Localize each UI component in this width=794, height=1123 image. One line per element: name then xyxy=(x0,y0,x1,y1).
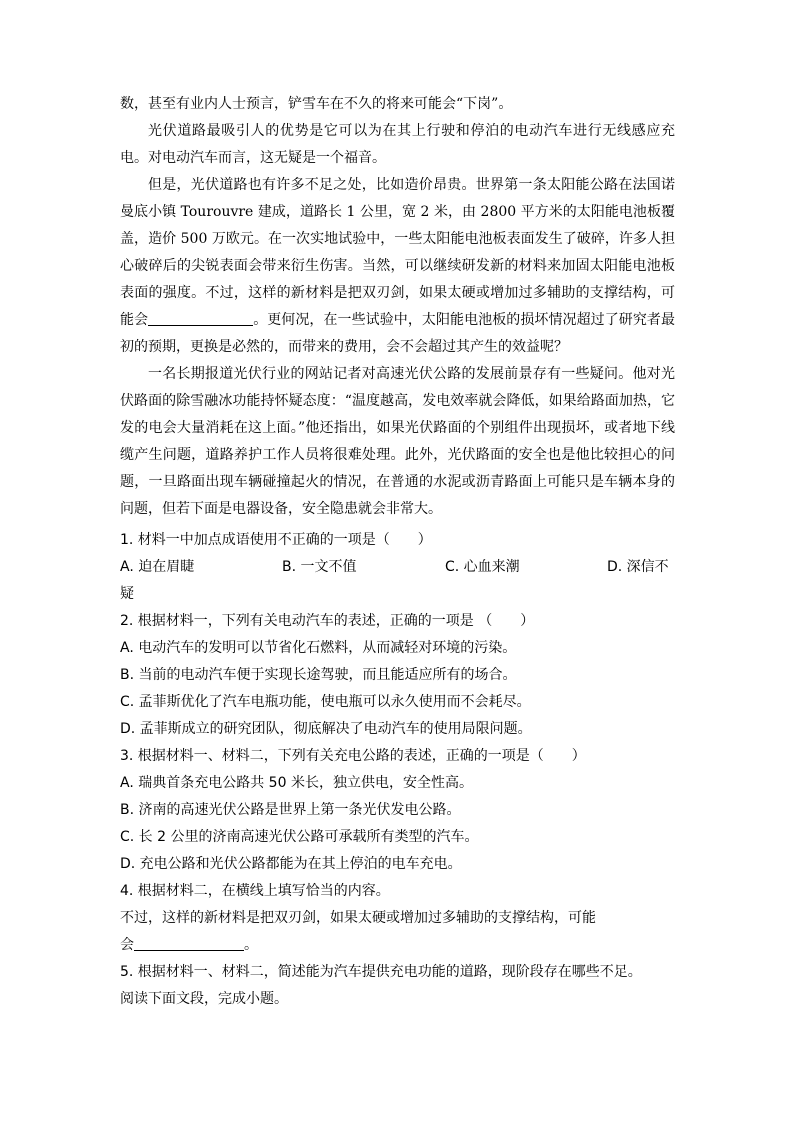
question-2: 2. 根据材料一，下列有关电动汽车的表述，正确的一项是 （ ） xyxy=(120,613,535,629)
option-c: C. 孟菲斯优化了汽车电瓶功能，使电瓶可以永久使用而不会耗尽。 xyxy=(120,694,531,710)
option-c: C. 长 2 公里的济南高速光伏公路可承载所有类型的汽车。 xyxy=(120,829,479,845)
option-a: A. 瑞典首条充电公路共 50 米长，独立供电，安全性高。 xyxy=(120,775,473,791)
question-1: 1. 材料一中加点成语使用不正确的一项是（ ） xyxy=(120,532,432,548)
passage-text: 但是，光伏道路也有许多不足之处，比如造价昂贵。世界第一条太阳能公路在法国诺曼底小镇 Tourouvre 建成，道路长 1 公里，宽 2 米，由 2800 平方米的太阳能电池板覆盖，造价 500 万欧元。在一次实地试验中，一些太阳能电池板表面发生了破碎，许多人担心破碎后的尖锐表面会带来衍生伤害。当然，可以继续研发新的材料来加固太阳能电池板表面的强度。不过，这样的新材料是把双刃剑，如果太硬或增加过多辅助的支撑结构，可能会 xyxy=(120,177,675,328)
question-4-sentence: 不过，这样的新材料是把双刃剑，如果太硬或增加过多辅助的支撑结构，可能 xyxy=(120,910,596,926)
option-d: D. 充电公路和光伏公路都能为在其上停泊的电车充电。 xyxy=(120,856,462,872)
fill-in-blank[interactable] xyxy=(134,936,244,951)
passage-paragraph: 数，甚至有业内人士预言，铲雪车在不久的将来可能会“下岗”。 xyxy=(120,96,513,112)
question-3: 3. 根据材料一、材料二，下列有关充电公路的表述，正确的一项是（ ） xyxy=(120,748,586,764)
answer-suffix: 。 xyxy=(244,937,258,953)
option-d: D. 孟菲斯成立的研究团队，彻底解决了电动汽车的使用局限问题。 xyxy=(120,721,532,737)
option-a: A. 电动汽车的发明可以节省化石燃料，从而减轻对环境的污染。 xyxy=(120,640,517,656)
reading-passage xyxy=(120,91,675,523)
option-c: C. 心血来潮 xyxy=(445,559,520,575)
passage-paragraph: 一名长期报道光伏行业的网站记者对高速光伏公路的发展前景存有一些疑问。他对光伏路面的除雪融冰功能持怀疑态度：“温度越高，发电效率就会降低，如果给路面加热，它发的电会大量消耗在这上面。”他还指出，如果光伏路面的个别组件出现损坏，或者地下线缆产生问题，道路养护工作人员将很难处理。此外，光伏路面的安全也是他比较担心的问题，一旦路面出现车辆碰撞起火的情况，在普通的水泥或沥青路面上可能只是车辆本身的问题，但若下面是电器设备，安全隐患就会非常大。 xyxy=(120,366,675,517)
option-d-wrap: 疑 xyxy=(120,586,134,602)
option-a: A. 迫在眉睫 xyxy=(120,559,195,575)
question-list xyxy=(120,527,675,1013)
passage-text: 。更何况，在一些试验中，太阳能电池板的损坏情况超过了研究者最初的预期，更换是必然的，而带来的费用，会不会超过其产生的效益呢？ xyxy=(120,312,675,355)
option-b: B. 当前的电动汽车便于实现长途驾驶，而且能适应所有的场合。 xyxy=(120,667,517,683)
option-d: D. 深信不 xyxy=(607,559,669,575)
fill-in-blank xyxy=(148,311,253,326)
passage-paragraph xyxy=(120,172,675,361)
question-4-answer-line xyxy=(120,932,675,959)
question-5: 5. 根据材料一、材料二，简述能为汽车提供充电功能的道路，现阶段存在哪些不足。 xyxy=(120,964,642,980)
passage-paragraph: 光伏道路最吸引人的优势是它可以为在其上行驶和停泊的电动汽车进行无线感应充电。对电动汽车而言，这无疑是一个福音。 xyxy=(120,123,675,166)
question-4: 4. 根据材料二，在横线上填写恰当的内容。 xyxy=(120,883,390,899)
option-b: B. 一文不值 xyxy=(282,559,357,575)
question-1-options xyxy=(120,554,675,581)
section-instruction: 阅读下面文段，完成小题。 xyxy=(120,991,288,1007)
answer-prefix: 会 xyxy=(120,937,134,953)
option-b: B. 济南的高速光伏公路是世界上第一条光伏发电公路。 xyxy=(120,802,461,818)
